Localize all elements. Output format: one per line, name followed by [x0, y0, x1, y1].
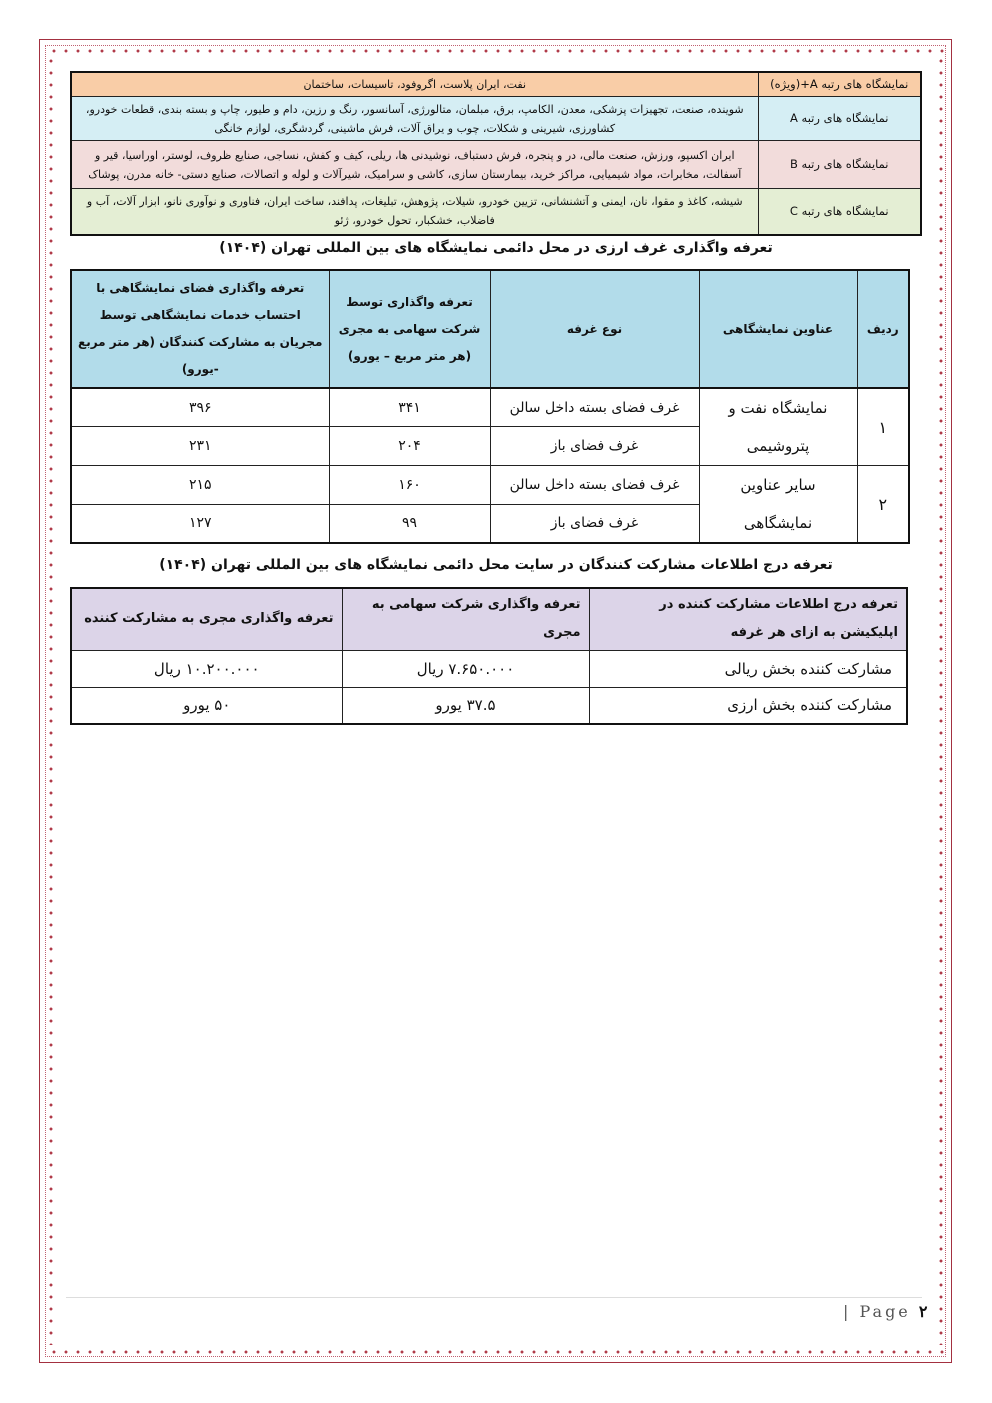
- border-ornament-bottom: [48, 1348, 944, 1356]
- rank-row: [71, 97, 921, 141]
- header-company-tariff: تعرفه واگذاری شرکت سهامی به مجری: [342, 588, 589, 650]
- company-tariff: ۳۴۱: [329, 388, 490, 427]
- booth-type: غرف فضای باز: [490, 504, 699, 543]
- page-number: [843, 1302, 927, 1321]
- company-tariff: ۲۰۴: [329, 427, 490, 466]
- organizer-tariff: ۲۳۱: [71, 427, 329, 466]
- section2-title: تعرفه درج اطلاعات مشارکت کنندگان در سایت محل دائمی نمایشگاه های بین المللی تهران (۱۴۰۴): [159, 557, 833, 573]
- rank-row: [71, 141, 921, 189]
- organizer-tariff: ۲۱۵: [71, 466, 329, 505]
- organizer-tariff: ۳۹۶: [71, 388, 329, 427]
- rank-label: نمایشگاه های رتبه B: [758, 141, 921, 189]
- rank-label: نمایشگاه های رتبه C: [758, 189, 921, 235]
- footer-divider: [66, 1297, 922, 1298]
- header-row-number: ردیف: [857, 270, 909, 388]
- company-tariff: ۳۷.۵ یورو: [342, 687, 589, 724]
- header-organizer-tariff: تعرفه واگذاری فضای نمایشگاهی با احتساب خدمات نمایشگاهی توسط مجریان به مشارکت کنندگان (هر متر مربع -یورو): [71, 270, 329, 388]
- rank-exhibitions: شیشه، کاغذ و مقوا، نان، ایمنی و آتشنشانی، تزیین خودرو، شیلات، پژوهش، تبلیغات، پدافند، ساخت ایران، فناوری و نوآوری نانو، ابزار آلات، آب و فاضلاب، خشکبار، تحول خودرو، ژئو: [71, 189, 758, 235]
- organizer-tariff: ۵۰ یورو: [71, 687, 342, 724]
- table-header-row: [71, 588, 907, 650]
- participant-type: مشارکت کننده بخش ریالی: [589, 650, 907, 687]
- table-row: [71, 687, 907, 724]
- exhibition-ranks-table: [70, 71, 922, 236]
- rank-exhibitions: شوینده، صنعت، تجهیزات پزشکی، معدن، الکامپ، برق، مبلمان، متالورژی، آسانسور، رنگ و رزین، دام و طیور، چاپ و بسته بندی، قطعات خودرو، کشاورزی، شیرینی و شکلات، چوب و یراق آلات، فرش ماشینی، گردشگری، لوازم خانگی: [71, 97, 758, 141]
- company-tariff: ۹۹: [329, 504, 490, 543]
- header-app-tariff: تعرفه درج اطلاعات مشارکت کننده در اپلیکیشن به ازای هر غرفه: [589, 588, 907, 650]
- table-row: [71, 650, 907, 687]
- row-number: ۲: [857, 466, 909, 544]
- app-listing-tariff-table: [70, 587, 908, 725]
- booth-type: غرف فضای بسته داخل سالن: [490, 466, 699, 505]
- row-number: ۱: [857, 388, 909, 466]
- table-row: [71, 388, 909, 427]
- header-company-tariff: تعرفه واگذاری توسط شرکت سهامی به مجری (هر متر مربع – یورو): [329, 270, 490, 388]
- organizer-tariff: ۱۲۷: [71, 504, 329, 543]
- participant-type: مشارکت کننده بخش ارزی: [589, 687, 907, 724]
- header-organizer-tariff: تعرفه واگذاری مجری به مشارکت کننده: [71, 588, 342, 650]
- booth-tariff-table: [70, 269, 910, 544]
- rank-exhibitions: ایران اکسپو، ورزش، صنعت مالی، در و پنجره، فرش دستباف، نوشیدنی ها، ریلی، کیف و کفش، نساجی، صنایع ظروف، لوستر، اوراسیا، قیر و آسفالت، مخابرات، مواد شیمیایی، مراکز خرید، بیمارستان سازی، کاشی و سرامیک، شیرآلات و لوله و اتصالات، صنایع دستی- خانه مدرن، پوشاک: [71, 141, 758, 189]
- rank-row: [71, 72, 921, 97]
- rank-row: [71, 189, 921, 235]
- header-booth-type: نوع غرفه: [490, 270, 699, 388]
- border-ornament-left: [47, 55, 55, 1345]
- border-ornament-right: [937, 55, 945, 1345]
- company-tariff: ۷.۶۵۰.۰۰۰ ریال: [342, 650, 589, 687]
- company-tariff: ۱۶۰: [329, 466, 490, 505]
- section1-title: تعرفه واگذاری غرف ارزی در محل دائمی نمایشگاه های بین المللی تهران (۱۴۰۴): [219, 240, 773, 256]
- rank-exhibitions: نفت، ایران پلاست، اگروفود، تاسیسات، ساختمان: [71, 72, 758, 97]
- table-row: [71, 466, 909, 505]
- exhibition-title: نمایشگاه نفت و پتروشیمی: [699, 388, 857, 466]
- table-header-row: [71, 270, 909, 388]
- booth-type: غرف فضای باز: [490, 427, 699, 466]
- page-number-value: ۲: [918, 1302, 928, 1321]
- header-exhibition-titles: عناوین نمایشگاهی: [699, 270, 857, 388]
- page-label: | Page: [843, 1302, 911, 1321]
- border-ornament-top: [48, 47, 944, 55]
- organizer-tariff: ۱۰.۲۰۰.۰۰۰ ریال: [71, 650, 342, 687]
- rank-label: نمایشگاه های رتبه A: [758, 97, 921, 141]
- booth-type: غرف فضای بسته داخل سالن: [490, 388, 699, 427]
- exhibition-title: سایر عناوین نمایشگاهی: [699, 466, 857, 544]
- rank-label: نمایشگاه های رتبه A+(ویژه): [758, 72, 921, 97]
